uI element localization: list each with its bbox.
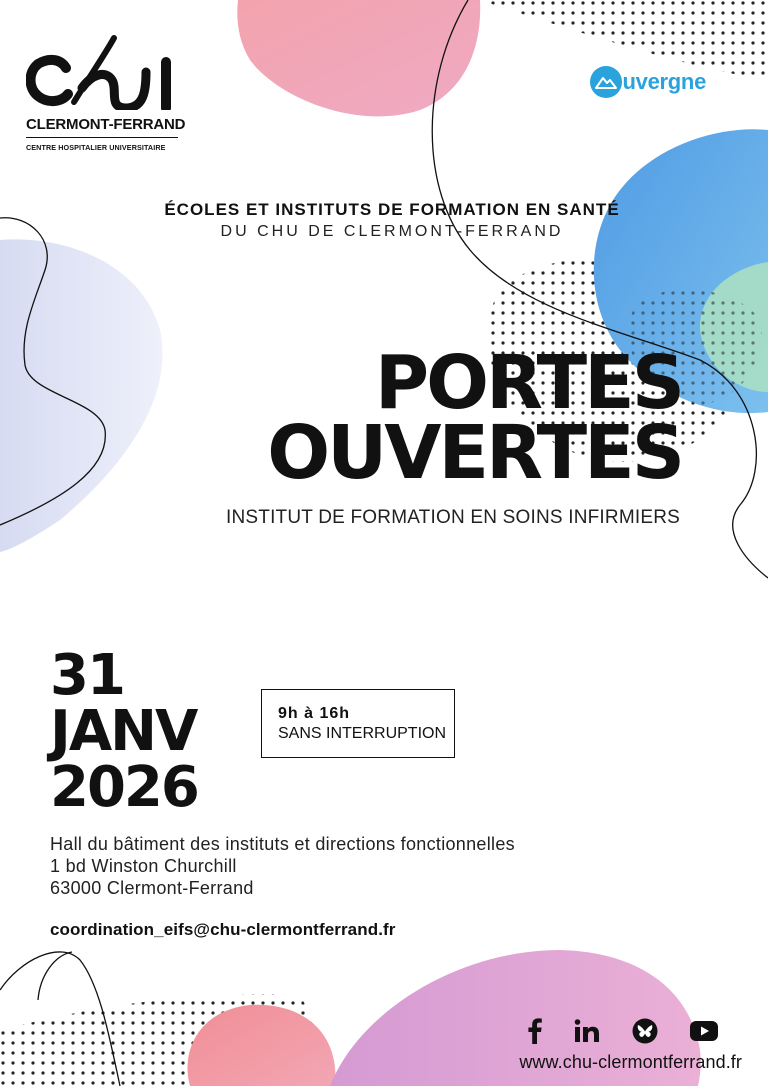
hours-box — [261, 689, 455, 758]
address-line-3: 63000 Clermont-Ferrand — [50, 878, 254, 898]
pink-blob — [237, 0, 480, 116]
chu-logo-mark — [26, 30, 178, 110]
logo-divider — [26, 137, 178, 138]
event-subtitle: INSTITUT DE FORMATION EN SOINS INFIRMIERS — [225, 507, 680, 528]
schools-heading — [0, 200, 768, 241]
social-links — [528, 1018, 718, 1044]
event-date — [50, 643, 198, 820]
bluesky-icon[interactable] — [632, 1018, 658, 1044]
event-title — [267, 340, 682, 496]
region-name: uvergne — [622, 69, 706, 94]
schools-title: ÉCOLES ET INSTITUTS DE FORMATION EN SANTÉ — [164, 200, 620, 219]
title-line-1: PORTES — [374, 340, 682, 426]
date-day: 31 — [50, 643, 124, 708]
mountain-icon — [590, 66, 622, 98]
schools-subtitle: DU CHU DE CLERMONT-FERRAND — [220, 223, 564, 240]
hours-note: SANS INTERRUPTION — [278, 725, 447, 742]
auvergne-logo[interactable] — [590, 66, 706, 98]
date-year: 2026 — [50, 755, 198, 820]
date-month: JANV — [50, 699, 197, 764]
title-line-2: OUVERTES — [267, 410, 682, 496]
website-link[interactable]: www.chu-clermontferrand.fr — [519, 1052, 742, 1072]
youtube-icon[interactable] — [690, 1021, 718, 1041]
curve-line-bottom-2 — [38, 952, 72, 1000]
address-line-1: Hall du bâtiment des instituts et directions fonctionnelles — [50, 834, 515, 854]
lavender-blob — [0, 239, 162, 552]
hours-time: 9h à 16h — [278, 705, 351, 722]
chu-logo[interactable] — [26, 30, 186, 152]
address-line-2: 1 bd Winston Churchill — [50, 856, 237, 876]
linkedin-icon[interactable] — [574, 1019, 600, 1043]
contact-email-link[interactable]: coordination_eifs@chu-clermontferrand.fr — [50, 920, 396, 939]
logo-subtitle: CENTRE HOSPITALIER UNIVERSITAIRE — [26, 143, 166, 152]
logo-name: CLERMONT-FERRAND — [26, 116, 186, 133]
facebook-icon[interactable] — [528, 1018, 542, 1044]
address-block — [50, 833, 515, 899]
